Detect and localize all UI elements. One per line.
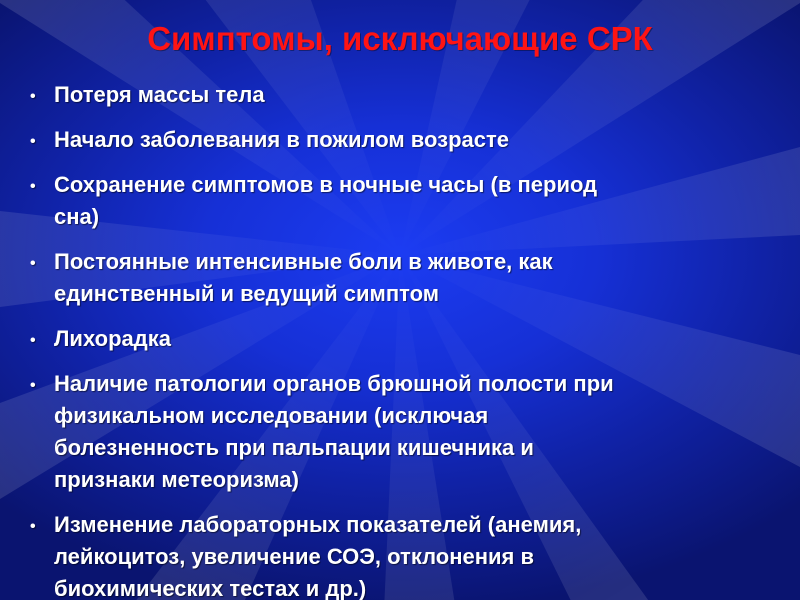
- bullet-item: [30, 79, 640, 111]
- bullet-text: Изменение лабораторных показателей (анемия, лейкоцитоз, увеличение СОЭ, отклонения в биохимических тестах и др.): [54, 512, 582, 600]
- bullet-text: Начало заболевания в пожилом возрасте: [54, 127, 509, 152]
- bullet-icon: •: [30, 88, 36, 105]
- bullet-icon: •: [30, 178, 36, 195]
- bullet-item: [30, 124, 640, 156]
- bullet-item: [30, 169, 640, 233]
- bullet-icon: •: [30, 518, 36, 535]
- slide-title: Симптомы, исключающие СРК: [147, 20, 653, 57]
- bullet-item: [30, 323, 640, 355]
- bullet-icon: •: [30, 133, 36, 150]
- bullet-text: Сохранение симптомов в ночные часы (в период сна): [54, 172, 598, 229]
- bullet-item: [30, 368, 640, 496]
- bullet-icon: •: [30, 332, 36, 349]
- bullet-text: Потеря массы тела: [54, 82, 265, 107]
- bullet-text: Лихорадка: [54, 326, 171, 351]
- bullet-icon: •: [30, 377, 36, 394]
- bullet-item: [30, 246, 640, 310]
- bullet-list: [30, 79, 640, 600]
- bullet-text: Наличие патологии органов брюшной полости при физикальном исследовании (исключая болезненность при пальпации кишечника и признаки метеоризма): [54, 371, 614, 492]
- bullet-text: Постоянные интенсивные боли в животе, как единственный и ведущий симптом: [54, 249, 553, 306]
- bullet-item: [30, 509, 640, 600]
- bullet-icon: •: [30, 255, 36, 272]
